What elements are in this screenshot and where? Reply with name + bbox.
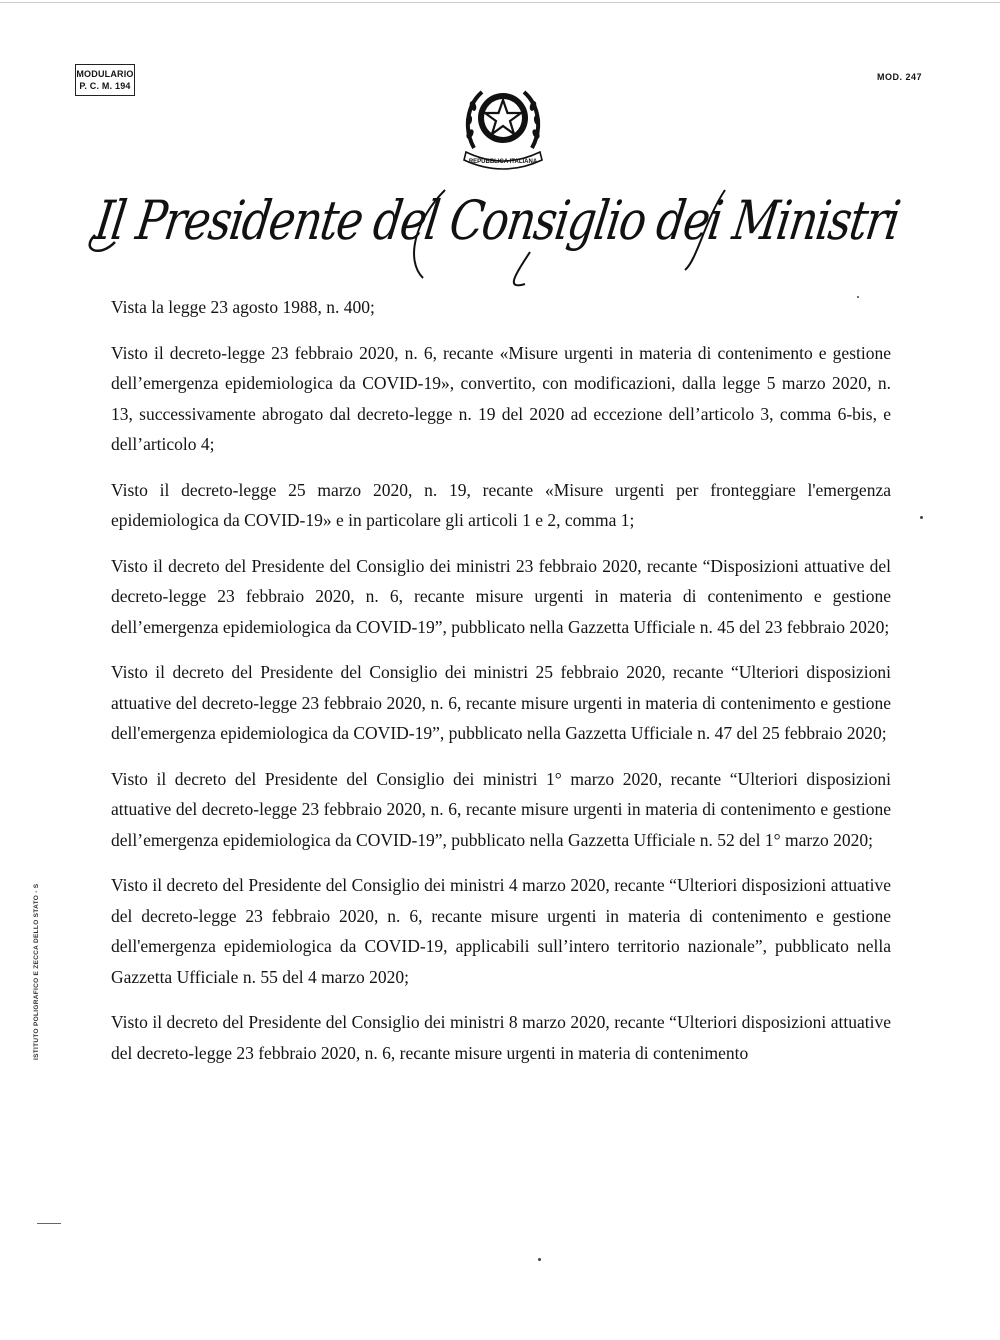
paragraph-dl-19: Visto il decreto-legge 25 marzo 2020, n. 19, recante «Misure urgenti per fronteggiare l'emergenza epidemiologica da COVID-19» e in particolare gli articoli 1 e 2, comma 1;	[111, 479, 891, 530]
printer-side-stamp: ISTITUTO POLIGRAFICO E ZECCA DELLO STATO - S	[33, 883, 40, 1060]
margin-mark	[37, 1223, 61, 1224]
paragraph-dpcm-8-mar: Visto il decreto del Presidente del Consiglio dei ministri 8 marzo 2020, recante “Ulteriori disposizioni attuative del decreto-legge 23 febbraio 2020, n. 6, recante misure urgenti in materia di contenimento	[111, 1012, 891, 1063]
page-top-border	[0, 2, 1000, 3]
scan-speck	[538, 1258, 541, 1261]
document-body	[111, 292, 891, 1083]
italian-republic-emblem	[460, 78, 546, 170]
paragraph-dpcm-25-feb: Visto il decreto del Presidente del Consiglio dei ministri 25 febbraio 2020, recante “Ulteriori disposizioni attuative del decreto-legge 23 febbraio 2020, n. 6, recante misure urgenti in materia di contenimento e gestione dell'emergenza epidemiologica da COVID-19”, pubblicato nella Gazzetta Ufficiale n. 47 del 25 febbraio 2020;	[111, 662, 891, 743]
form-code-line2: P. C. M. 194	[79, 81, 131, 91]
paragraph-dl-6: Visto il decreto-legge 23 febbraio 2020, n. 6, recante «Misure urgenti in materia di contenimento e gestione dell’emergenza epidemiologica da COVID-19», convertito, con modificazioni, dalla legge 5 marzo 2020, n. 13, successivamente abrogato dal decreto-legge n. 19 del 2020 ad eccezione dell’articolo 3, comma 6-bis, e dell’articolo 4;	[111, 342, 891, 454]
form-code-line1: MODULARIO	[76, 69, 134, 79]
scan-speck	[857, 296, 859, 298]
form-code-box	[75, 64, 135, 96]
paragraph-legge-400: Vista la legge 23 agosto 1988, n. 400;	[111, 297, 375, 317]
paragraph-dpcm-23-feb: Visto il decreto del Presidente del Consiglio dei ministri 23 febbraio 2020, recante “Disposizioni attuative del decreto-legge 23 febbraio 2020, n. 6, recante misure urgenti in materia di contenimento e gestione dell’emergenza epidemiologica da COVID-19”, pubblicato nella Gazzetta Ufficiale n. 45 del 23 febbraio 2020;	[111, 555, 891, 637]
paragraph-dpcm-4-mar: Visto il decreto del Presidente del Consiglio dei ministri 4 marzo 2020, recante “Ulteriori disposizioni attuative del decreto-legge 23 febbraio 2020, n. 6, recante misure urgenti in materia di contenimento e gestione dell'emergenza epidemiologica da COVID-19, applicabili sull’intero territorio nazionale”, pubblicato nella Gazzetta Ufficiale n. 55 del 4 marzo 2020;	[111, 875, 891, 987]
paragraph-dpcm-1-mar: Visto il decreto del Presidente del Consiglio dei ministri 1° marzo 2020, recante “Ulteriori disposizioni attuative del decreto-legge 23 febbraio 2020, n. 6, recante misure urgenti in materia di contenimento e gestione dell’emergenza epidemiologica da COVID-19”, pubblicato nella Gazzetta Ufficiale n. 52 del 1° marzo 2020;	[111, 768, 891, 850]
letterhead-title: Il Presidente del Consiglio dei Ministri	[91, 189, 903, 252]
letterhead-flourish	[85, 180, 905, 290]
emblem-ribbon-text: REPUBBLICA ITALIANA	[468, 159, 538, 165]
scan-speck	[920, 516, 923, 519]
model-code: MOD. 247	[877, 72, 923, 82]
